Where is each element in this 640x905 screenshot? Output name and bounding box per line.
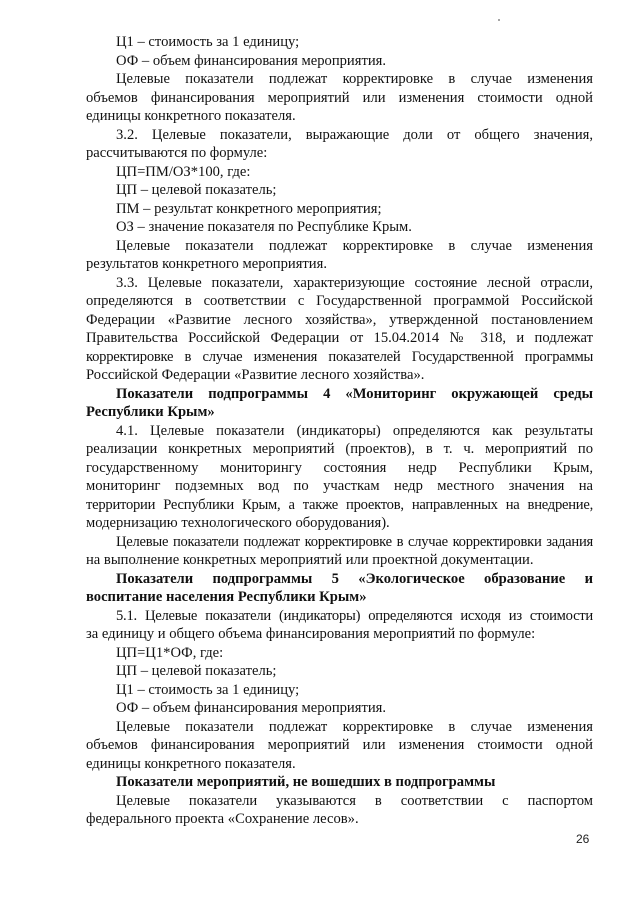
text-line: корректировке в случае изменения показателей Государственной программы <box>86 348 593 365</box>
text-line: ЦП – целевой показатель; <box>116 182 277 198</box>
text-line: Целевые показатели подлежат корректировке в случае изменения <box>116 237 593 254</box>
scan-speck <box>498 19 500 21</box>
page-number: 26 <box>576 832 590 846</box>
text-line: модернизацию технологического оборудования). <box>86 515 390 531</box>
text-line: ПМ – результат конкретного мероприятия; <box>116 200 382 217</box>
section-heading: Показатели мероприятий, не вошедших в подпрограммы <box>116 774 496 790</box>
text-line: Правительства Российской Федерации от 15.04.2014 № 318, и подлежат <box>86 330 593 346</box>
formula-line: ЦП=ПМ/ОЗ*100, где: <box>116 163 251 180</box>
text-line: ЦП – целевой показатель; <box>116 663 277 679</box>
text-line: Целевые показатели подлежат корректировке в случае корректировки задания <box>116 533 593 550</box>
text-line: результатов конкретного мероприятия. <box>86 256 327 272</box>
text-line: Ц1 – стоимость за 1 единицу; <box>116 681 300 698</box>
section-heading: Показатели подпрограммы 5 «Экологическое образование и <box>116 570 593 587</box>
text-line: 4.1. Целевые показатели (индикаторы) определяются как результаты <box>116 422 593 439</box>
text-line: ОЗ – значение показателя по Республике Крым. <box>116 219 412 235</box>
text-line: 5.1. Целевые показатели (индикаторы) определяются исходя из стоимости <box>116 607 593 624</box>
text-line: мониторинг подземных вод по участкам недр местного значения на <box>86 478 593 494</box>
text-line: ОФ – объем финансирования мероприятия. <box>116 52 386 69</box>
text-line: на выполнение конкретных мероприятий или проектной документации. <box>86 552 534 568</box>
section-heading: Республики Крым» <box>86 404 215 420</box>
text-line: Целевые показатели указываются в соответствии с паспортом <box>116 792 593 809</box>
formula-line: ЦП=Ц1*ОФ, где: <box>116 644 224 661</box>
text-line: Целевые показатели подлежат корректировке в случае изменения <box>116 718 593 735</box>
text-line: 3.2. Целевые показатели, выражающие доли от общего значения, <box>116 126 593 143</box>
text-line: Российской Федерации «Развитие лесного хозяйства». <box>86 367 425 383</box>
text-line: Ц1 – стоимость за 1 единицу; <box>116 34 300 50</box>
text-line: единицы конкретного показателя. <box>86 108 296 124</box>
text-line: федерального проекта «Сохранение лесов». <box>86 811 359 827</box>
text-line: 3.3. Целевые показатели, характеризующие состояние лесной отрасли, <box>116 274 593 291</box>
section-heading: Показатели подпрограммы 4 «Мониторинг окружающей среды <box>116 385 593 402</box>
section-heading: воспитание населения Республики Крым» <box>86 589 367 605</box>
document-body <box>86 33 593 829</box>
text-line: рассчитываются по формуле: <box>86 145 268 161</box>
text-line: государственному мониторингу состояния недр Республики Крым, <box>86 459 593 476</box>
text-line: единицы конкретного показателя. <box>86 755 296 772</box>
text-line: определяются в соответствии с Государственной программой Российской <box>86 293 593 309</box>
text-line: объемов финансирования мероприятий или изменения стоимости одной <box>86 737 593 753</box>
text-line: за единицу и общего объема финансирования мероприятий по формуле: <box>86 626 536 642</box>
text-line: Целевые показатели подлежат корректировке в случае изменения <box>116 71 593 87</box>
text-line: ОФ – объем финансирования мероприятия. <box>116 700 386 716</box>
text-line: объемов финансирования мероприятий или изменения стоимости одной <box>86 89 593 106</box>
text-line: реализации конкретных мероприятий (проектов), в т. ч. мероприятий по <box>86 441 593 457</box>
text-line: Федерации «Развитие лесного хозяйства», утвержденной постановлением <box>86 311 593 328</box>
text-line: территории Республики Крым, а также проектов, направленных на внедрение, <box>86 496 593 513</box>
